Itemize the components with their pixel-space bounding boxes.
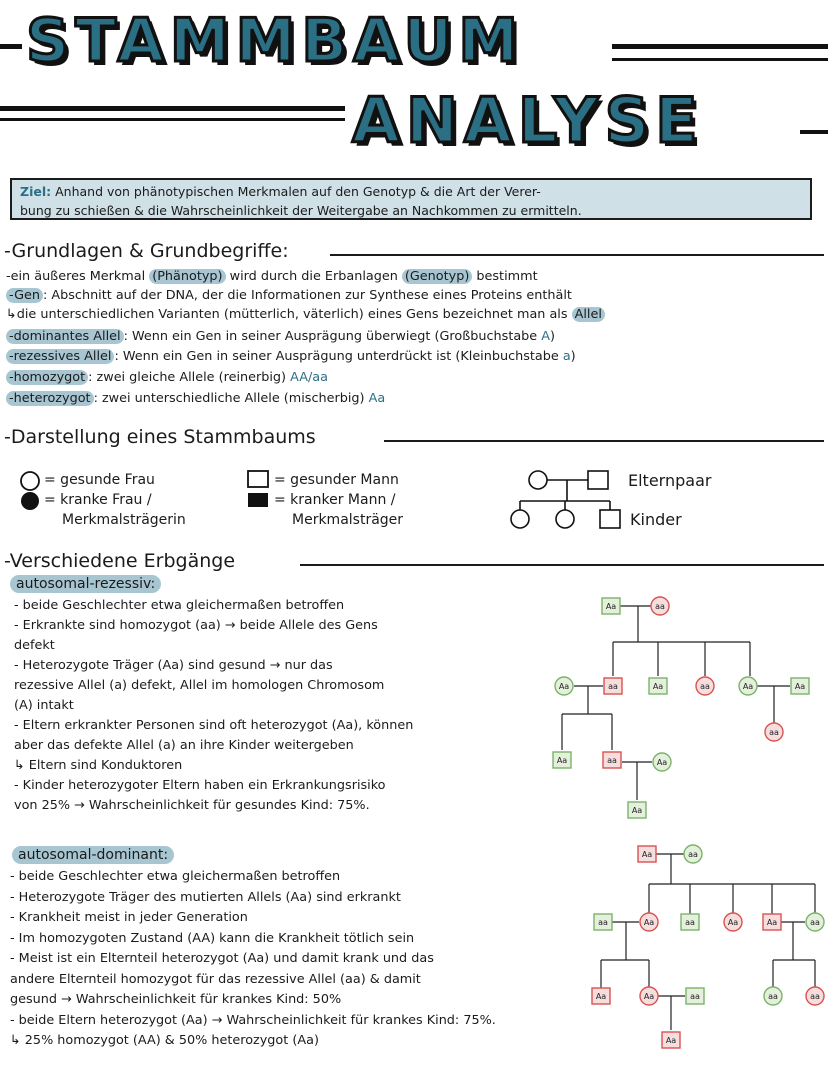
dominant-line: - Meist ist ein Elternteil heterozygot (Aa) und damit krank und das	[10, 951, 434, 966]
rezessiv-tag: autosomal-rezessiv:	[10, 575, 161, 593]
darstellung-heading: -Darstellung eines Stammbaums	[4, 426, 316, 448]
ziel-line-2: bung zu schießen & die Wahrscheinlichkeit der Weitergabe an Nachkommen zu ermitteln.	[20, 203, 582, 218]
family-diagram	[511, 471, 620, 528]
dominant-line: - beide Geschlechter etwa gleichermaßen betroffen	[10, 869, 341, 884]
genotype-label: Aa	[558, 682, 570, 691]
text: ↳die unterschiedlichen Varianten (mütterlich, väterlich) eines Gens bezeichnet man als	[6, 307, 572, 322]
legend-sick-man-1: = kranker Mann /	[274, 492, 396, 508]
dominant-line: - Im homozygoten Zustand (AA) kann die Krankheit tötlich sein	[10, 930, 415, 946]
text: wird durch die Erbanlagen	[225, 269, 402, 284]
pedigree-dominant	[585, 840, 828, 1060]
rezessiv-line: defekt	[14, 638, 55, 653]
title-rule-right-1	[612, 44, 828, 49]
heterozygot-highlight: -heterozygot	[6, 391, 94, 406]
genotype-label: aa	[690, 992, 700, 1001]
grundlagen-line-3	[6, 306, 605, 324]
rezessiv-line: - Erkrankte sind homozygot (aa) → beide Allele des Gens	[14, 618, 378, 633]
genotype-label: aa	[768, 992, 778, 1001]
genotype-label: aa	[700, 682, 710, 691]
erbgaenge-heading: -Verschiedene Erbgänge	[4, 550, 236, 572]
genotype-label: aa	[655, 602, 665, 611]
genotype-label: aa	[685, 918, 695, 927]
dominant-line: - beide Eltern heterozygot (Aa) → Wahrscheinlichkeit für krankes Kind: 75%.	[10, 1012, 496, 1028]
legend-sick-man-2: Merkmalsträger	[292, 512, 404, 528]
grundlagen-line-1	[6, 268, 538, 286]
genotype-label: Aa	[631, 806, 643, 815]
genotype-label: aa	[810, 918, 820, 927]
grundlagen-line-5	[6, 348, 576, 366]
rezessiv-line: - Heterozygote Träger (Aa) sind gesund → nur das	[14, 658, 333, 673]
rezessiv-line: rezessive Allel (a) defekt, Allel im homologen Chromosom	[14, 678, 385, 693]
legend-children: Kinder	[630, 510, 682, 529]
phaenotyp-highlight: (Phänotyp)	[149, 269, 225, 284]
sick-man-symbol	[248, 493, 268, 507]
genotype-label: Aa	[556, 756, 568, 765]
legend-healthy-man: = gesunder Mann	[274, 472, 399, 488]
genotype-label: Aa	[641, 850, 653, 859]
text: : zwei unterschiedliche Allele (mischerbig)	[93, 391, 369, 406]
genotype-label: Aa	[652, 682, 664, 691]
text: bestimmt	[472, 269, 538, 284]
genotype-label: aa	[607, 756, 617, 765]
genotyp-highlight: (Genotyp)	[402, 269, 472, 284]
dominant-tag: autosomal-dominant:	[12, 846, 174, 864]
text: : Wenn ein Gen in seiner Ausprägung unterdrückt ist (Kleinbuchstabe	[114, 349, 563, 364]
rezessiv-line: - Eltern erkrankter Personen sind oft heterozygot (Aa), können	[14, 718, 414, 733]
text: AA/aa	[290, 370, 328, 385]
ziel-box	[10, 178, 812, 220]
gen-highlight: -Gen	[6, 288, 43, 303]
grundlagen-rule	[330, 254, 824, 256]
legend-parents: Elternpaar	[628, 471, 712, 490]
genotype-label: Aa	[595, 992, 607, 1001]
genotype-label: Aa	[656, 758, 668, 767]
healthy-woman-symbol	[21, 472, 39, 490]
genotype-label: aa	[598, 918, 608, 927]
healthy-man-symbol	[248, 471, 268, 487]
title-word-2: ANALYSE	[352, 84, 704, 157]
title-rule-right-3	[800, 130, 828, 134]
dominant-line: - Heterozygote Träger des mutierten Allels (Aa) sind erkrankt	[10, 889, 401, 905]
dominant-line: ↳ 25% homozygot (AA) & 50% heterozygot (Aa)	[10, 1033, 319, 1048]
ziel-line-1: Anhand von phänotypischen Merkmalen auf den Genotyp & die Art der Verer-	[55, 184, 541, 199]
text: )	[570, 349, 576, 364]
grundlagen-heading: -Grundlagen & Grundbegriffe:	[4, 240, 289, 262]
genotype-label: Aa	[605, 602, 617, 611]
sick-woman-symbol	[21, 492, 39, 510]
genotype-label: aa	[769, 728, 779, 737]
genotype-label: Aa	[727, 918, 739, 927]
grundlagen-line-6	[6, 369, 328, 387]
genotype-label: Aa	[742, 682, 754, 691]
grundlagen-line-4	[6, 328, 555, 346]
text: : zwei gleiche Allele (reinerbig)	[88, 370, 291, 385]
legend-sick-woman-2: Merkmalsträgerin	[62, 512, 186, 528]
title-rule-left-1	[0, 44, 22, 49]
dominant-highlight: -dominantes Allel	[6, 329, 124, 344]
legend-healthy-woman: = gesunde Frau	[44, 472, 155, 488]
grundlagen-line-2	[6, 287, 572, 305]
homozygot-highlight: -homozygot	[6, 370, 88, 385]
grundlagen-line-7	[6, 390, 385, 408]
darstellung-rule	[384, 440, 824, 442]
genotype-label: Aa	[794, 682, 806, 691]
ziel-label: Ziel:	[20, 184, 52, 199]
genotype-label: aa	[608, 682, 618, 691]
text: : Wenn ein Gen in seiner Ausprägung überwiegt (Großbuchstabe	[123, 329, 542, 344]
dominant-line: - Krankheit meist in jeder Generation	[10, 910, 248, 925]
dominant-line: andere Elternteil homozygot für das rezessive Allel (aa) & damit	[10, 971, 421, 987]
rezessiv-line: aber das defekte Allel (a) an ihre Kinder weitergeben	[14, 738, 354, 753]
rezessiv-line: - Kinder heterozygoter Eltern haben ein Erkrankungsrisiko	[14, 778, 386, 793]
rezessiv-line: (A) intakt	[14, 698, 74, 713]
title-rule-left-3	[0, 118, 345, 121]
legend-sick-woman-1: = kranke Frau /	[44, 492, 152, 508]
rezessiv-line: - beide Geschlechter etwa gleichermaßen betroffen	[14, 598, 345, 613]
text: : Abschnitt auf der DNA, der die Informationen zur Synthese eines Proteins enthält	[43, 288, 572, 303]
title-rule-right-2	[612, 58, 828, 61]
pedigree-rezessiv	[540, 590, 828, 830]
text: )	[550, 329, 556, 344]
text: a	[562, 349, 571, 364]
genotype-label: Aa	[665, 1036, 677, 1045]
genotype-label: Aa	[766, 918, 778, 927]
rezessiv-line: ↳ Eltern sind Konduktoren	[14, 758, 183, 773]
genotype-label: Aa	[643, 918, 655, 927]
rezessiv-line: von 25% → Wahrscheinlichkeit für gesundes Kind: 75%.	[14, 798, 370, 813]
genotype-label: aa	[810, 992, 820, 1001]
allel-highlight: Allel	[572, 307, 605, 322]
genotype-label: aa	[688, 850, 698, 859]
title-rule-left-2	[0, 106, 345, 111]
title-word-1: STAMMBAUM	[26, 6, 525, 76]
erbgaenge-rule	[300, 564, 824, 566]
text: Aa	[368, 391, 386, 406]
rezessiv-highlight: -rezessives Allel	[6, 349, 114, 364]
dominant-line: gesund → Wahrscheinlichkeit für krankes Kind: 50%	[10, 992, 342, 1007]
text: -ein äußeres Merkmal	[6, 269, 150, 284]
text: A	[541, 329, 551, 344]
genotype-label: Aa	[643, 992, 655, 1001]
